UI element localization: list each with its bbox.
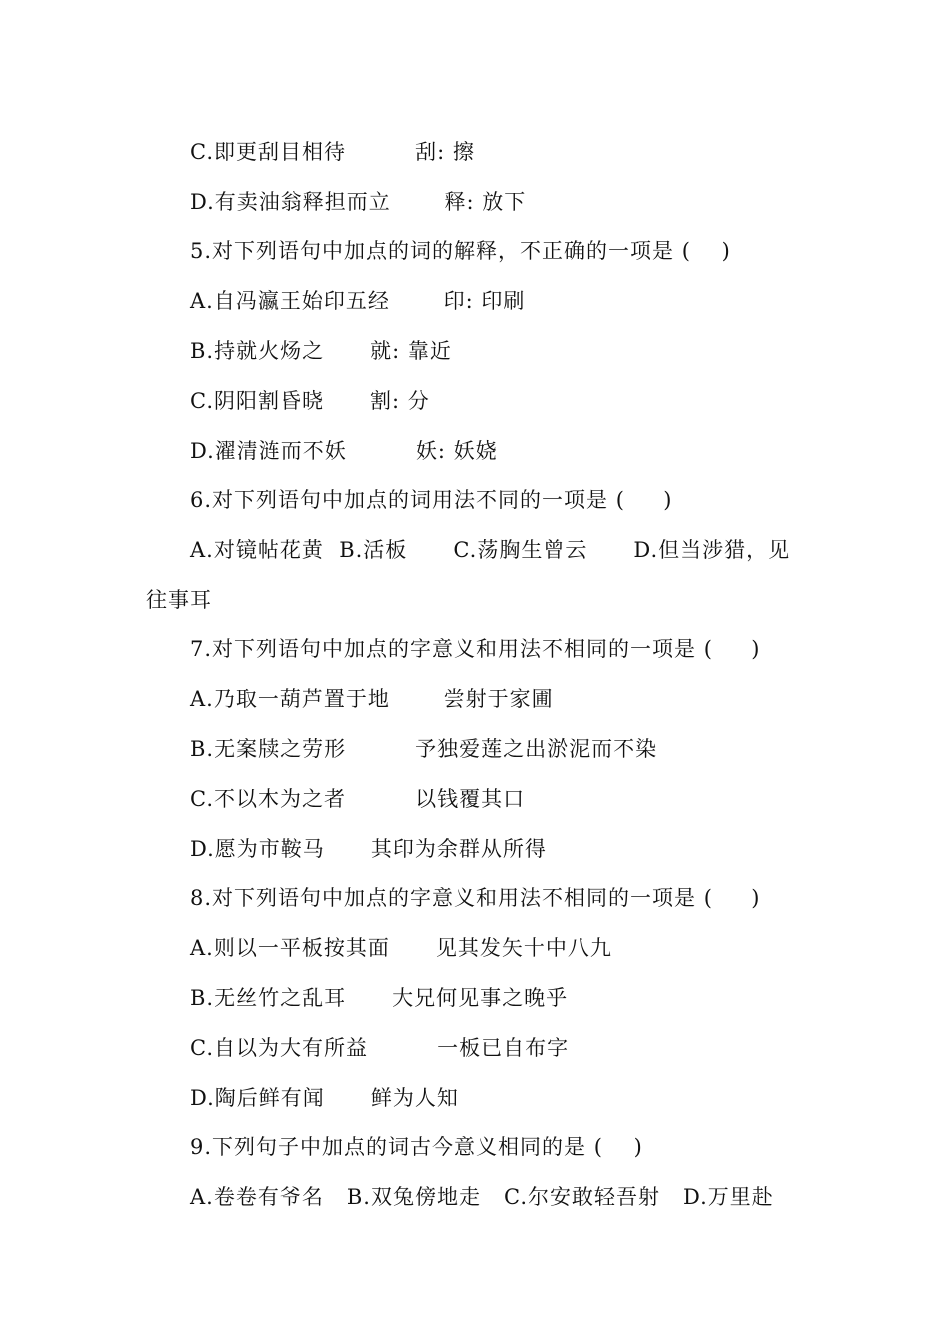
option-line: D.濯清涟而不妖 妖: 妖娆 <box>190 439 498 463</box>
option-line: A.乃取一葫芦置于地 尝射于家圃 <box>190 687 554 711</box>
option-line: A.对镜帖花黄 B.活板 C.荡胸生曾云 D.但当涉猎，见 <box>190 538 791 562</box>
option-line-continued: 往事耳 <box>146 588 212 612</box>
question-line: 7.对下列语句中加点的字意义和用法不相同的一项是 ( ) <box>190 637 761 661</box>
option-line: D.有卖油翁释担而立 释: 放下 <box>190 190 527 214</box>
option-line: A.卷卷有爷名 B.双兔傍地走 C.尔安敢轻吾射 D.万里赴 <box>190 1185 774 1209</box>
question-line: 8.对下列语句中加点的字意义和用法不相同的一项是 ( ) <box>190 886 761 910</box>
question-line: 6.对下列语句中加点的词用法不同的一项是 ( ) <box>190 488 673 512</box>
option-line: A.则以一平板按其面 见其发矢十中八九 <box>190 936 612 960</box>
option-line: C.阴阳割昏晓 割: 分 <box>190 389 430 413</box>
option-line: B.持就火炀之 就: 靠近 <box>190 339 452 363</box>
option-line: C.即更刮目相待 刮: 擦 <box>190 140 475 164</box>
option-line: D.陶后鲜有闻 鲜为人知 <box>190 1086 459 1110</box>
option-line: B.无丝竹之乱耳 大兄何见事之晚乎 <box>190 986 569 1010</box>
option-line: C.不以木为之者 以钱覆其口 <box>190 787 526 811</box>
question-line: 5.对下列语句中加点的词的解释，不正确的一项是 ( ) <box>190 239 731 263</box>
option-line: D.愿为市鞍马 其印为余群从所得 <box>190 837 547 861</box>
option-line: B.无案牍之劳形 予独爱莲之出淤泥而不染 <box>190 737 658 761</box>
question-line: 9.下列句子中加点的词古今意义相同的是 ( ) <box>190 1135 643 1159</box>
option-line: A.自冯瀛王始印五经 印: 印刷 <box>190 289 526 313</box>
option-line: C.自以为大有所益 一板已自布字 <box>190 1036 570 1060</box>
